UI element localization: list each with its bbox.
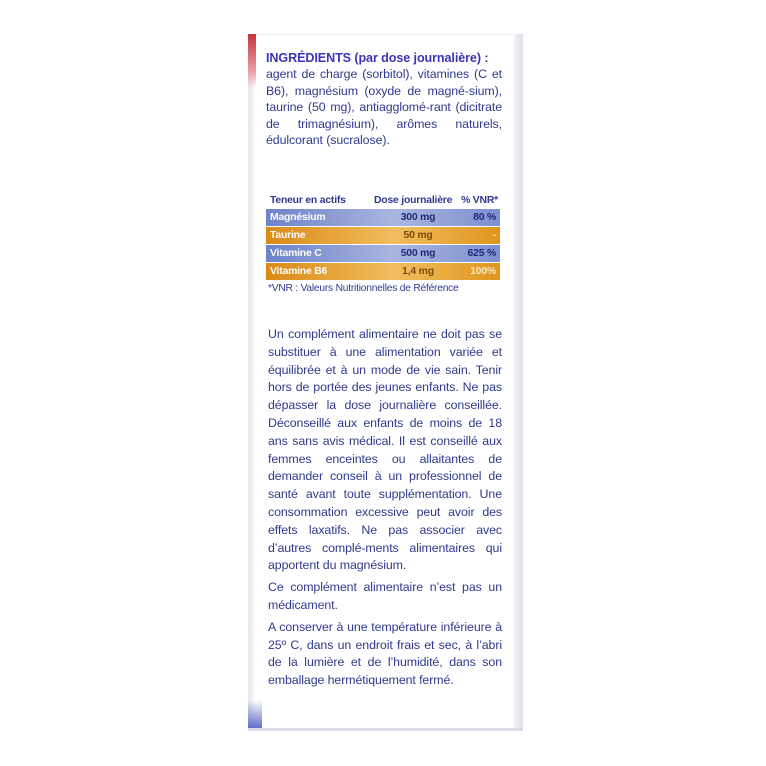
row-dose: 50 mg [403,230,433,241]
warning-paragraph-2: Ce complément alimentaire n’est pas un médicament. [268,580,502,612]
warning-paragraph-1: Un complément alimentaire ne doit pas se substituer à une alimentation variée et équilibrée et à un mode de vie sain. Tenir hors de portée des jeunes enfants. Ne pas dépasser la dose journalière conseillée. Déconseillé aux enfants de moins de 18 ans sans avis médical. Il est conseillé aux femmes enceintes ou allaitantes de demander conseil à un professionnel de santé avant toute supplémentation. Une consommation excessive peut avoir des effets laxatifs. Ne pas associer avec d’autres complé-ments alimentaires qui apportent du magnésium. [268,327,502,573]
storage-paragraph: A conserver à une température inférieure à 25º C, dans un endroit frais et sec, à l’abri de la lumière et de l’humidité, dans son emballage hermétiquement fermé. [268,619,502,688]
table-row-taurine [266,227,500,244]
header-actives: Teneur en actifs [270,195,346,206]
nutrition-table [266,192,500,294]
package-bottom-edge [248,728,523,731]
row-dose: 500 mg [400,248,436,259]
ingredients-title: INGRÉDIENTS (par dose journalière) : [266,51,489,65]
row-name: Vitamine C [270,248,322,259]
nutrition-table-header [266,192,500,209]
header-vnr: % VNR* [461,195,498,206]
row-name: Vitamine B6 [270,266,328,277]
vnr-footnote: *VNR : Valeurs Nutritionnelles de Référence [268,283,459,294]
package-right-edge [514,34,523,730]
table-row-magnesium [266,209,500,226]
row-dose: 300 mg [400,212,436,223]
package-left-edge [248,34,254,730]
row-name: Taurine [270,230,306,241]
row-vnr: 100% [470,266,496,277]
row-vnr: 80 % [473,212,496,223]
header-daily-dose: Dose journalière [374,195,453,206]
ingredients-text: agent de charge (sorbitol), vitamines (C et B6), magnésium (oxyde de magné-sium), taurine (50 mg), antiagglomé-rant (dicitrate de trimagnésium), arômes naturels, édulcorant (sucralose). [266,67,502,148]
row-name: Magnésium [270,212,326,223]
ingredients-section [266,50,502,148]
table-row-vitamin-c [266,245,500,262]
package-top-red-accent [248,34,256,88]
package-bottom-blue-accent [248,700,262,730]
row-vnr: 625 % [467,248,496,259]
warnings-section [268,326,502,694]
table-row-vitamin-b6 [266,263,500,280]
row-dose: 1,4 mg [402,266,434,277]
row-vnr: - [492,230,496,241]
